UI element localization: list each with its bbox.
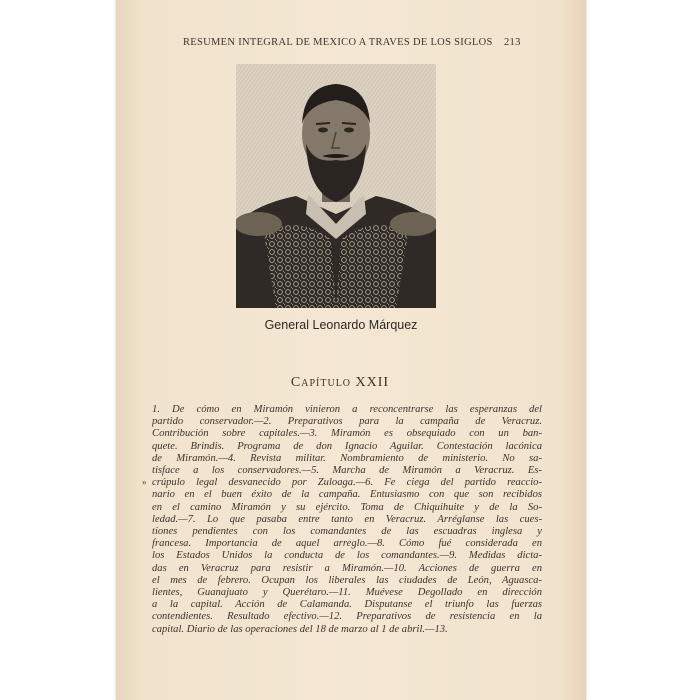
summary-line: Contribución sobre capitales.—3. Miramón es obsequiado con un ban-: [152, 428, 542, 440]
summary-line: los Estados Unidos la conducta de los comandantes.—9. Medidas dicta-: [152, 550, 542, 562]
summary-line: partido conservador.—2. Preparativos para la campaña de Veracruz.: [152, 416, 542, 428]
summary-line: lientes, Guanajuato y Querétaro.—11. Muévese Degollado en dirección: [152, 587, 542, 599]
summary-line: en el camino Miramón y su ejército. Toma de Chiquihuite y de la So-: [152, 501, 542, 513]
summary-line: quete. Brindis. Programa de don Ignacio Aguilar. Contestación lacónica: [152, 440, 542, 452]
summary-line: a la capital. Acción de Calamanda. Disputanse el triunfo las fuerzas: [152, 599, 542, 611]
chapter-summary: [152, 404, 542, 636]
summary-line: das en Veracruz para resistir a Miramón.—10. Acciones de guerra en: [152, 562, 542, 574]
portrait-engraving: [236, 64, 436, 308]
margin-mark: »: [142, 477, 147, 487]
summary-line: 1. De cómo en Miramón vinieron a reconcentrarse las esperanzas del: [152, 404, 542, 415]
chapter-heading: Capítulo XXII: [290, 375, 390, 390]
book-page: [116, 0, 586, 700]
portrait-caption: General Leonardo Márquez: [264, 318, 418, 332]
portrait-image: [236, 64, 436, 308]
summary-line: crúpulo legal desvanecido por Zuloaga.—6. Fe ciega del partido reaccio-: [152, 477, 542, 489]
summary-line: nario en el buen éxito de la campaña. Entusiasmo con que son recibidos: [152, 489, 542, 501]
summary-line: contendientes. Resultado efectivo.—12. Preparativos de resistencia en la: [152, 611, 542, 623]
summary-line: tisface a los conservadores.—5. Marcha de Miramón a Veracruz. Es-: [152, 465, 542, 477]
running-title: RESUMEN INTEGRAL DE MEXICO A TRAVES DE LOS SIGLOS: [183, 37, 493, 48]
summary-line: el mes de febrero. Ocupan los liberales las ciudades de León, Aguasca-: [152, 574, 542, 586]
summary-line: ledad.—7. Lo que pasaba entre tanto en Veracruz. Arréglanse las cues-: [152, 513, 542, 525]
summary-line: tiones pendientes con los comandantes de las escuadras inglesa y: [152, 526, 542, 538]
summary-line: de Miramón.—4. Revista militar. Nombramiento de ministerio. No sa-: [152, 452, 542, 464]
summary-line: francesa. Importancia de aquel arreglo.—8. Cómo fué considerada en: [152, 538, 542, 550]
page-number: 213: [504, 37, 521, 48]
summary-line: capital. Diario de las operaciones del 18 de marzo al 1 de abril.—13.: [152, 623, 448, 635]
